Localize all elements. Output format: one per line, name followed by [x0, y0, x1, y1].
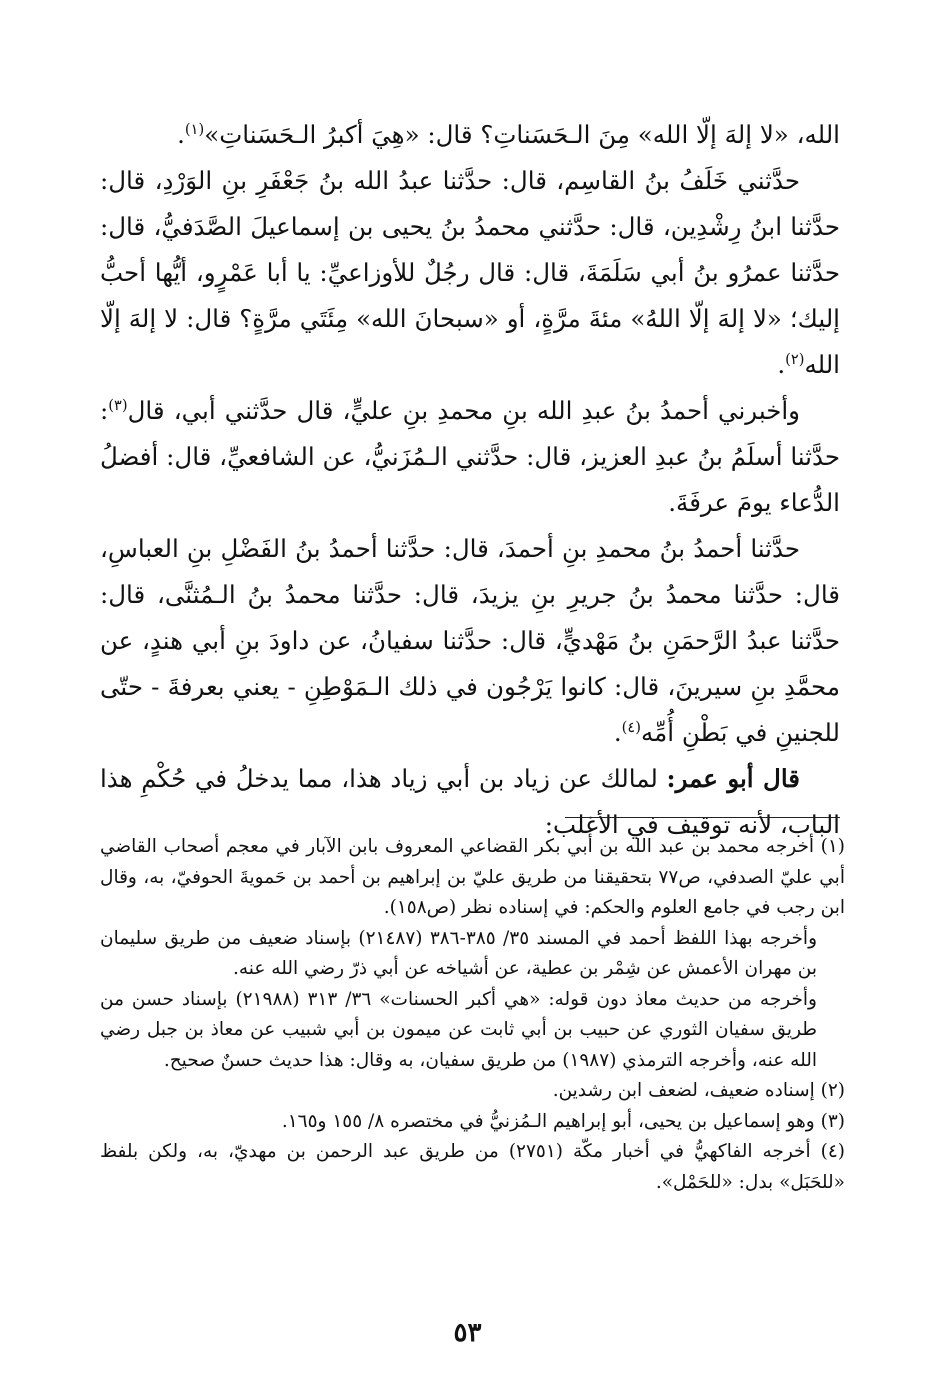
footnote-ref-4[interactable]: (٤)	[621, 718, 642, 736]
footnote-1-cont	[100, 924, 845, 985]
footnote-ref-3[interactable]: (٣)	[108, 396, 128, 414]
footnotes	[100, 832, 845, 1198]
footnote-text: وهو إسماعيل بن يحيى، أبو إبراهيم الـمُزنيُّ في مختصره ٨/ ١٥٥ و١٦٥.	[281, 1110, 815, 1132]
footnote-4	[100, 1137, 845, 1198]
paragraph-3	[100, 388, 840, 526]
paragraph-1	[100, 112, 840, 158]
footnote-2	[100, 1076, 845, 1107]
footnote-number: (١)	[820, 836, 845, 857]
footnote-ref-1[interactable]: (١)	[184, 120, 205, 138]
text-block: وأخبرني أحمدُ بنُ عبدِ الله بنِ محمدِ بنِ عليٍّ، قال حدَّثني أبي، قال	[127, 396, 800, 425]
footnote-text: وأخرجه من حديث معاذ دون قوله: «هي أكبر الحسنات» ٣٦/ ٣١٣ (٢١٩٨٨) بإسناد حسن من طريق سفيان الثوري عن حبيب بن أبي ثابت عن ميمون بن أبي شبيب عن معاذ بن جبل رضي الله عنه، وأخرجه الترمذي (١٩٨٧) من طريق سفيان، به وقال: هذا حديث حسنٌ صحيح.	[100, 988, 817, 1071]
paragraph-4	[100, 526, 840, 756]
footnote-number: (٣)	[820, 1110, 845, 1132]
paragraph-2	[100, 158, 840, 388]
footnote-text: إسناده ضعيف، لضعف ابن رشدين.	[552, 1080, 815, 1101]
punct: .	[613, 718, 622, 747]
footnote-1	[100, 832, 845, 924]
footnote-text: أخرجه الفاكهيُّ في أخبار مكّة (٢٧٥١) من طريق عبد الرحمن بن مهديّ، به، ولكن بلفظ «للحَبَل» بدل: «للحَمْل».	[100, 1141, 845, 1193]
text-line: الله، «لا إلهَ إلّا الله» مِنَ الـحَسَناتِ؟ قال: «هِيَ أكبرُ الـحَسَناتِ»	[204, 120, 840, 149]
footnote-3	[100, 1107, 845, 1138]
footnote-text: وأخرجه بهذا اللفظ أحمد في المسند ٣٥/ ٣٨٥-٣٨٦ (٢١٤٨٧) بإسناد ضعيف من طريق سليمان بن مهران الأعمش عن شِمْر بن عطية، عن أشياخه عن أبي ذرّ رضي الله عنه.	[100, 927, 818, 979]
footnote-1-cont2	[100, 985, 845, 1077]
footnote-number: (٢)	[820, 1080, 845, 1101]
text-block: : حدَّثنا أسلَمُ بنُ عبدِ العزيز، قال: حدَّثني الـمُزَنيُّ، عن الشافعيِّ، قال: أفضلُ الدُّعاء يومَ عرفَةَ.	[100, 396, 840, 517]
main-text	[100, 112, 840, 848]
page-number: ٥٣	[453, 1318, 482, 1348]
punct: .	[177, 120, 185, 149]
text-block: لمالك عن زياد بن أبي زياد هذا، مما يدخلُ في حُكْمِ هذا الباب، لأنه توقيف في الأغلب:	[100, 764, 840, 839]
text-block: حدَّثني خَلَفُ بنُ القاسِم، قال: حدَّثنا عبدُ الله بنُ جَعْفَرِ بنِ الوَرْدِ، قال: حدَّثنا ابنُ رِشْدِين، قال: حدَّثني محمدُ بنُ يحيى بن إسماعيلَ الصَّدَفيُّ، قال: حدَّثنا عمرُو بنُ أبي سَلَمَةَ، قال: قال رجُلٌ للأوزاعيِّ: يا أبا عَمْرٍو، أيُّها أحبُّ إليك؛ «لا إلهَ إلّا اللهُ» مئةَ مرَّةٍ، أو «سبحانَ الله» مِئَتَي مرَّةٍ؟ قال: لا إلهَ إلّا الله	[100, 166, 840, 379]
punct: .	[777, 350, 786, 379]
footnote-text: أخرجه محمد بن عبد الله بن أبي بكر القضاعي المعروف بابن الآبار في معجم أصحاب القاضي أبي عليّ الصدفي، ص٧٧ بتحقيقنا من طريق عليّ بن إبراهيم بن أحمد بن حَمويةَ الحوفيّ، به، وقال ابن رجب في جامع العلوم والحكم: في إسناده نظر (ص١٥٨).	[100, 836, 845, 918]
footnote-separator	[565, 817, 840, 818]
heading-lead: قال أبو عمر:	[666, 764, 800, 793]
footnote-ref-2[interactable]: (٢)	[785, 350, 805, 368]
footnote-number: (٤)	[820, 1141, 845, 1162]
text-block: حدَّثنا أحمدُ بنُ محمدِ بنِ أحمدَ، قال: حدَّثنا أحمدُ بنُ الفَضْلِ بنِ العباسِ، قال: حدَّثنا محمدُ بنُ جريرِ بنِ يزيدَ، قال: حدَّثنا محمدُ بنُ الـمُثنَّى، قال: حدَّثنا عبدُ الرَّحمَنِ بنُ مَهْديٍّ، قال: حدَّثنا سفيانُ، عن داودَ بنِ أبي هندٍ، عن محمَّدِ بنِ سيرينَ، قال: كانوا يَرْجُون في ذلك الـمَوْطِنِ - يعني بعرفةَ - حتّى للجنينِ في بَطْنِ أُمِّه	[100, 534, 840, 747]
